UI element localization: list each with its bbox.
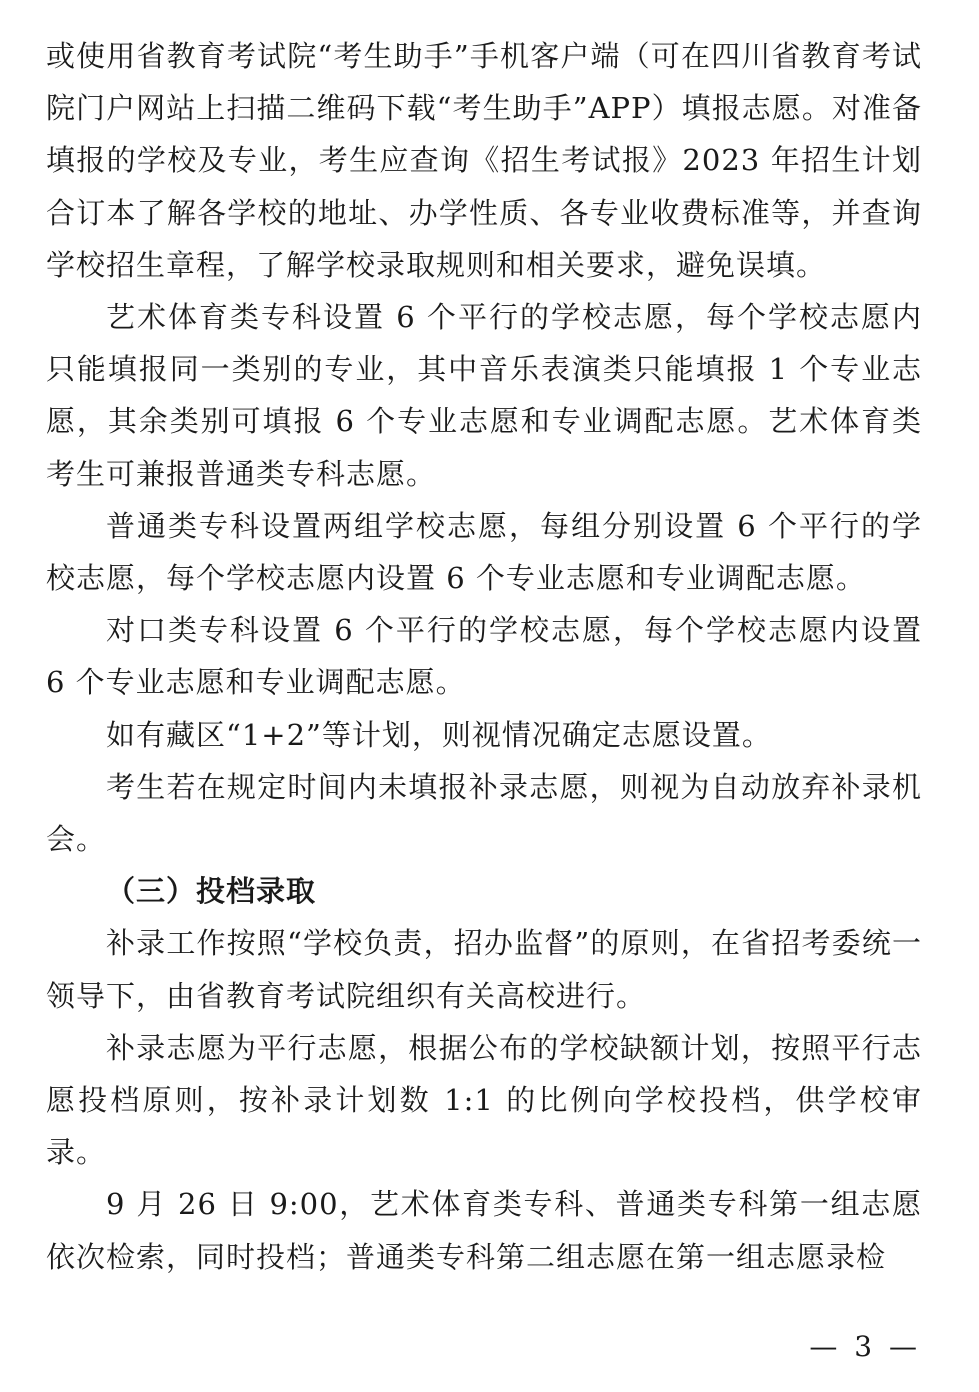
paragraph-schedule: 9 月 26 日 9:00，艺术体育类专科、普通类专科第一组志愿依次检索，同时投档；普通类专科第二组志愿在第一组志愿录检 xyxy=(46,1187,922,1274)
paragraph-online-filing: 或使用省教育考试院“考生助手”手机客户端（可在四川省教育考试院门户网站上扫描二维码下载“考生助手”APP）填报志愿。对准备填报的学校及专业，考生应查询《招生考试报》2023 年招生计划合订本了解各学校的地址、办学性质、各专业收费标准等，并查询学校招生章程，了解学校录取规则和相关要求，避免误填。 xyxy=(46,39,922,282)
page-number: — 3 — xyxy=(809,1330,921,1363)
paragraph-parallel: 补录志愿为平行志愿，根据公布的学校缺额计划，按照平行志愿投档原则，按补录计划数 1:1 的比例向学校投档，供学校审录。 xyxy=(46,1030,922,1170)
paragraph-deadline: 考生若在规定时间内未填报补录志愿，则视为自动放弃补录机会。 xyxy=(46,769,922,857)
paragraph-principle: 补录工作按照“学校负责，招办监督”的原则，在省招考委统一领导下，由省教育考试院组织有关高校进行。 xyxy=(46,926,922,1013)
paragraph-art-sports: 艺术体育类专科设置 6 个平行的学校志愿，每个学校志愿内只能填报同一类别的专业，其中音乐表演类只能填报 1 个专业志愿，其余类别可填报 6 个专业志愿和专业调配志愿。艺术体育类考生可兼报普通类专科志愿。 xyxy=(46,300,922,491)
body-text xyxy=(46,30,922,1283)
section-heading: （三）投档录取 xyxy=(106,874,317,909)
paragraph-tibet-plan: 如有藏区“1+2”等计划，则视情况确定志愿设置。 xyxy=(106,717,772,752)
paragraph-general-category: 普通类专科设置两组学校志愿，每组分别设置 6 个平行的学校志愿，每个学校志愿内设置 6 个专业志愿和专业调配志愿。 xyxy=(46,508,922,596)
paragraph-vocational: 对口类专科设置 6 个平行的学校志愿，每个学校志愿内设置 6 个专业志愿和专业调配志愿。 xyxy=(46,613,922,700)
